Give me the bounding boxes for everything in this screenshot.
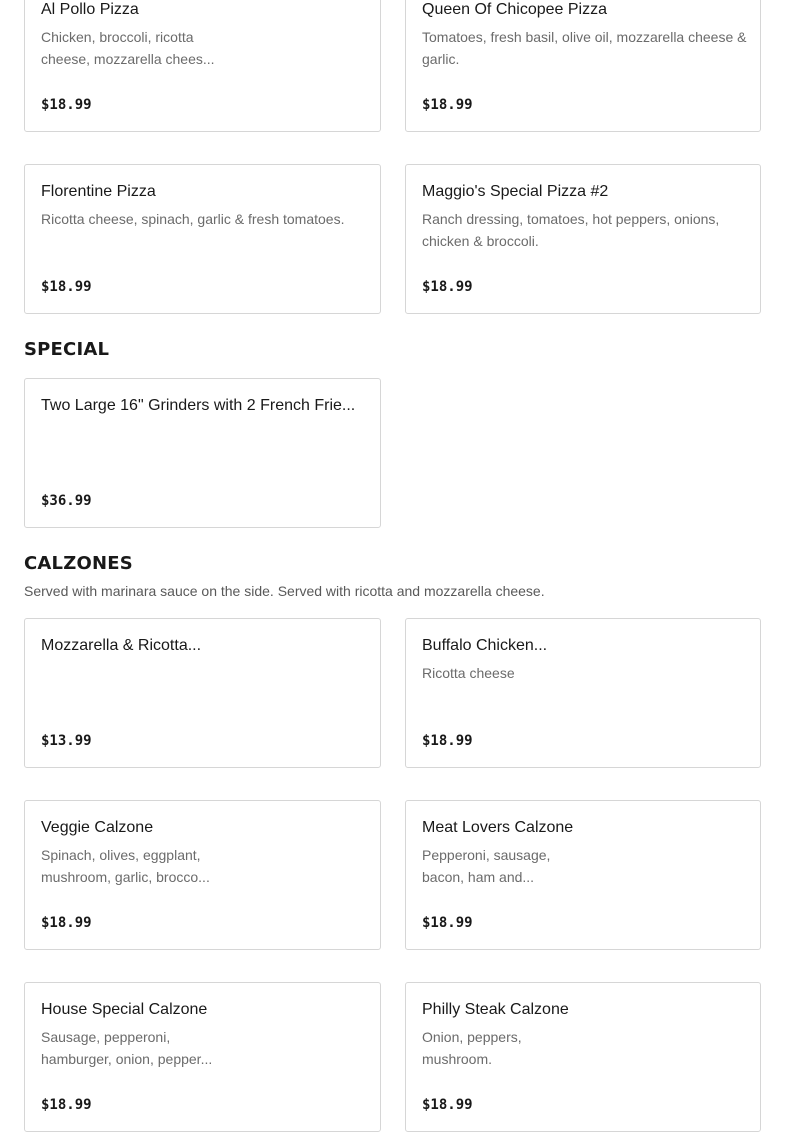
item-name: Maggio's Special Pizza #2 <box>422 183 609 200</box>
item-name: House Special Calzone <box>41 1001 208 1018</box>
item-price: $18.99 <box>41 1097 92 1113</box>
menu-item-card[interactable] <box>24 800 381 950</box>
item-description: Tomatoes, fresh basil, olive oil, mozzarella cheese & garlic. <box>422 29 747 67</box>
item-name: Florentine Pizza <box>41 183 156 200</box>
menu-item-card[interactable] <box>24 378 381 528</box>
section-title-calzones: CALZONES <box>24 553 133 574</box>
menu-item-card[interactable] <box>405 0 761 132</box>
item-price: $36.99 <box>41 493 92 509</box>
item-price: $13.99 <box>41 733 92 749</box>
item-price: $18.99 <box>422 915 473 931</box>
item-description: Onion, peppers, mushroom. <box>422 1029 522 1067</box>
item-description: Spinach, olives, eggplant, mushroom, garlic, brocco... <box>41 847 210 885</box>
item-name: Buffalo Chicken... <box>422 637 548 654</box>
item-price: $18.99 <box>422 279 473 295</box>
item-price: $18.99 <box>422 97 473 113</box>
item-price: $18.99 <box>422 733 473 749</box>
menu-item-card[interactable] <box>405 164 761 314</box>
item-price: $18.99 <box>41 915 92 931</box>
menu-item-card[interactable] <box>405 800 761 950</box>
menu-item-card[interactable] <box>24 0 381 132</box>
section-title-special: SPECIAL <box>24 339 110 360</box>
item-name: Meat Lovers Calzone <box>422 819 574 836</box>
menu-item-card[interactable] <box>24 164 381 314</box>
item-description: Ricotta cheese, spinach, garlic & fresh tomatoes. <box>41 211 345 227</box>
item-description: Pepperoni, sausage, bacon, ham and... <box>422 847 551 885</box>
item-name: Mozzarella & Ricotta... <box>41 637 202 654</box>
item-description: Ranch dressing, tomatoes, hot peppers, onions, chicken & broccoli. <box>422 211 720 249</box>
item-name: Philly Steak Calzone <box>422 1001 569 1018</box>
item-description: Ricotta cheese <box>422 665 515 681</box>
item-price: $18.99 <box>422 1097 473 1113</box>
item-description: Chicken, broccoli, ricotta cheese, mozzarella chees... <box>41 29 215 67</box>
item-name: Queen Of Chicopee Pizza <box>422 1 607 18</box>
item-price: $18.99 <box>41 97 92 113</box>
item-name: Two Large 16" Grinders with 2 French Frie... <box>41 397 356 414</box>
item-price: $18.99 <box>41 279 92 295</box>
section-description: Served with marinara sauce on the side. Served with ricotta and mozzarella cheese. <box>24 583 545 599</box>
menu-item-card[interactable] <box>24 982 381 1132</box>
item-name: Al Pollo Pizza <box>41 1 139 18</box>
item-name: Veggie Calzone <box>41 819 154 836</box>
menu-item-card[interactable] <box>24 618 381 768</box>
item-description: Sausage, pepperoni, hamburger, onion, pepper... <box>41 1029 213 1067</box>
menu-item-card[interactable] <box>405 618 761 768</box>
menu-item-card[interactable] <box>405 982 761 1132</box>
